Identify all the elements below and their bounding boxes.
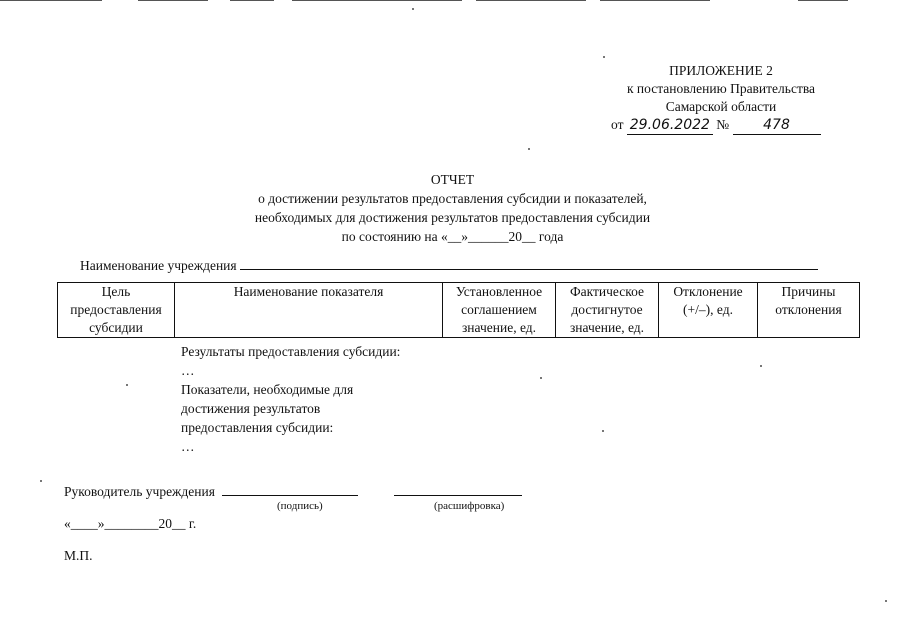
scan-speck	[602, 430, 604, 432]
scan-speck	[540, 377, 542, 379]
appendix-line1: к постановлению Правительства	[626, 81, 816, 96]
caption-signature: (подпись)	[277, 500, 323, 512]
org-name-field[interactable]	[240, 257, 818, 270]
results-ellipsis: …	[181, 363, 195, 378]
name-decode-field[interactable]	[394, 483, 522, 496]
scan-speck	[412, 8, 414, 10]
col-header-goal: Цель предоставления субсидии	[58, 283, 175, 338]
scan-line	[798, 0, 848, 1]
scan-line	[600, 0, 710, 1]
scan-line	[138, 0, 208, 1]
report-subtitle-2: необходимых для достижения результатов предоставления субсидии	[254, 210, 651, 225]
col-header-actual: Фактическое достигнутое значение, ед.	[556, 283, 659, 338]
handwritten-date: 29.06.2022	[627, 116, 713, 135]
report-subtitle-1: о достижении результатов предоставления субсидии и показателей,	[258, 191, 647, 206]
signature-date: «____»________20__ г.	[64, 516, 197, 531]
handwritten-number: 478	[733, 116, 821, 135]
scan-line	[292, 0, 462, 1]
appendix-line2: Самарской области	[665, 99, 777, 114]
scan-line	[0, 0, 102, 1]
number-prefix: №	[716, 117, 730, 132]
appendix-date-row	[601, 116, 841, 135]
org-name-row	[80, 257, 818, 274]
appendix-block	[601, 62, 841, 135]
indicators-line-1: Показатели, необходимые для	[181, 382, 354, 397]
report-title-block	[0, 170, 905, 246]
scan-speck	[885, 600, 887, 602]
signature-row	[64, 483, 522, 500]
date-prefix: от	[611, 117, 624, 132]
caption-decode: (расшифровка)	[434, 500, 505, 512]
stamp-label: М.П.	[64, 548, 93, 563]
org-label: Наименование учреждения	[80, 258, 237, 273]
indicators-line-2: достижения результатов	[181, 401, 321, 416]
scan-speck	[603, 56, 605, 58]
scan-line	[476, 0, 586, 1]
indicators-line-3: предоставления субсидии:	[181, 420, 334, 435]
col-header-planned: Установленное соглашением значение, ед.	[443, 283, 556, 338]
col-header-reasons: Причины отклонения	[758, 283, 860, 338]
indicators-ellipsis: …	[181, 439, 195, 454]
scan-speck	[126, 384, 128, 386]
table-header-row	[58, 283, 860, 338]
scan-line	[230, 0, 274, 1]
col-header-indicator: Наименование показателя	[175, 283, 443, 338]
signature-field[interactable]	[222, 483, 358, 496]
results-block	[181, 342, 400, 456]
report-title: ОТЧЕТ	[430, 172, 475, 187]
results-heading: Результаты предоставления субсидии:	[181, 344, 401, 359]
appendix-title: ПРИЛОЖЕНИЕ 2	[669, 63, 773, 78]
col-header-deviation: Отклонение (+/–), ед.	[659, 283, 758, 338]
report-table	[57, 282, 860, 338]
scan-speck	[760, 365, 762, 367]
scan-speck	[40, 480, 42, 482]
report-subtitle-3: по состоянию на «__»______20__ года	[341, 229, 564, 244]
signature-label: Руководитель учреждения	[64, 484, 215, 499]
scan-speck	[528, 148, 530, 150]
